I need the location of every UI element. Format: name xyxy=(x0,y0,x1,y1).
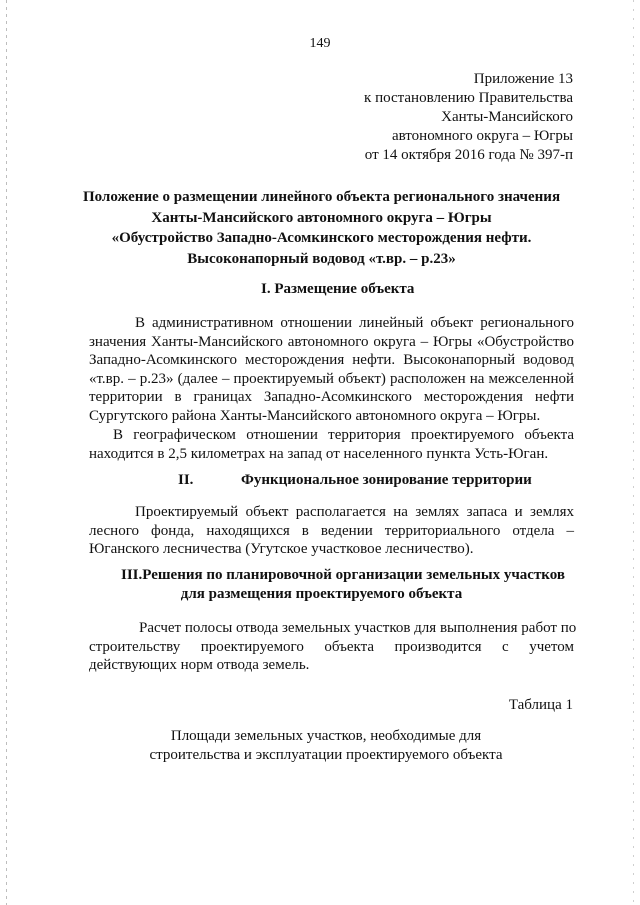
text-line: Расчет полосы отвода земельных участков для выполнения работ по xyxy=(139,620,577,636)
title-line: Положение о размещении линейного объекта регионального значения xyxy=(82,189,561,205)
section-3-heading-line: для размещения проектируемого объекта xyxy=(180,586,463,602)
text-line: действующих норм отвода земель. xyxy=(89,657,310,674)
section-3-heading-line: III.Решения по планировочной организации земельных участков xyxy=(121,567,565,583)
text-line: значения Ханты-Мансийского автономного округа – Югры «Обустройство xyxy=(89,333,574,350)
section-2-paragraph-1 xyxy=(89,503,574,559)
appendix-line: от 14 октября 2016 года № 397-п xyxy=(364,147,573,163)
text-line: Сургутского района Ханты-Мансийского автономного округа – Югры. xyxy=(89,407,541,424)
page-number: 149 xyxy=(309,36,331,51)
text-line: В географическом отношении территория проектируемого объекта xyxy=(113,427,574,443)
text-line: Западно-Асомкинского месторождения нефти. Высоконапорный водовод xyxy=(89,352,574,369)
scan-edge-right xyxy=(633,0,634,905)
appendix-line: автономного округа – Югры xyxy=(391,128,573,144)
appendix-line: Ханты-Мансийского xyxy=(441,109,573,125)
text-line: территории в границах Западно-Асомкинского месторождения нефти xyxy=(89,389,574,406)
section-1-paragraph-1 xyxy=(89,314,574,426)
table-label: Таблица 1 xyxy=(508,697,573,713)
text-line: Юганского лесничества (Угутское участковое лесничество). xyxy=(89,541,474,558)
title-line: Высоконапорный водовод «т.вр. – р.23» xyxy=(187,250,456,267)
document-title xyxy=(70,187,573,269)
appendix-line: к постановлению Правительства xyxy=(364,90,573,106)
table-caption xyxy=(100,727,552,765)
text-line: Проектируемый объект располагается на землях запаса и землях xyxy=(135,504,574,520)
title-line: «Обустройство Западно-Асомкинского месторождения нефти. xyxy=(111,230,532,246)
appendix-block xyxy=(364,70,573,165)
text-line: лесного фонда, находящихся в ведении территориального отдела – xyxy=(89,522,574,539)
section-1-heading: I. Размещение объекта xyxy=(261,281,415,297)
scan-edge-left xyxy=(6,0,7,905)
section-3-paragraph-1 xyxy=(89,619,577,675)
caption-line: строительства и эксплуатации проектируемого объекта xyxy=(149,747,503,763)
text-line: «т.вр. – р.23» (далее – проектируемый объект) расположен на межселенной xyxy=(89,370,574,387)
appendix-line: Приложение 13 xyxy=(473,71,573,87)
caption-line: Площади земельных участков, необходимые для xyxy=(170,728,482,744)
section-2-heading: Функциональное зонирование территории xyxy=(241,472,532,488)
text-line: находится в 2,5 километрах на запад от населенного пункта Усть-Юган. xyxy=(89,445,549,462)
section-2-number: II. xyxy=(178,472,194,488)
text-line: В административном отношении линейный объект регионального xyxy=(135,315,574,331)
title-line: Ханты-Мансийского автономного округа – Югры xyxy=(151,209,492,226)
text-line: строительству проектируемого объекта производится с учетом xyxy=(89,638,574,655)
section-1-paragraph-2 xyxy=(89,426,574,463)
